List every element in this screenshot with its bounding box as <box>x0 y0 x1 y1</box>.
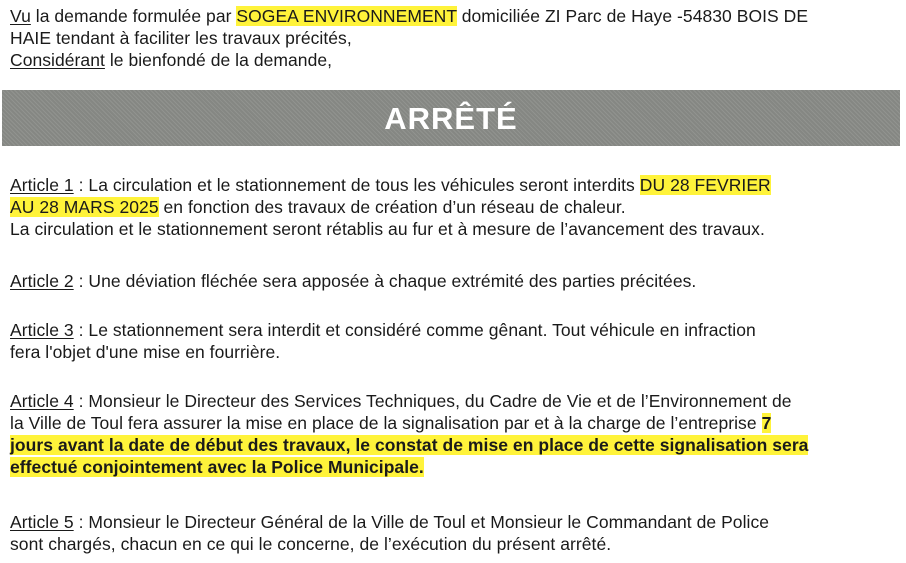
article-4-line-4 <box>10 456 890 478</box>
article-4 <box>10 390 890 478</box>
vu-address: domiciliée ZI Parc de Haye -54830 BOIS DE <box>456 6 809 26</box>
article-3-label: Article 3 <box>10 320 74 340</box>
article-4-highlight-1: 7 <box>761 413 772 433</box>
article-1-label: Article 1 <box>10 175 74 195</box>
article-1-date-start: DU 28 FEVRIER <box>639 175 771 195</box>
article-4-line-3 <box>10 434 890 456</box>
article-2 <box>10 270 890 292</box>
article-1-text: : La circulation et le stationnement de tous les véhicules seront interdits <box>73 175 640 195</box>
article-5-line-1 <box>10 511 890 533</box>
considerant-label: Considérant <box>10 50 105 70</box>
arrete-title: ARRÊTÉ <box>384 101 518 136</box>
article-1-line-1 <box>10 174 890 196</box>
article-4-text: : Monsieur le Directeur des Services Techniques, du Cadre de Vie et de l’Environnement de <box>73 391 792 411</box>
article-4-text-2: la Ville de Toul fera assurer la mise en place de la signalisation par et à la charge de l’entreprise <box>10 413 762 433</box>
vu-label: Vu <box>10 6 31 26</box>
arrete-banner <box>2 90 900 146</box>
article-1-reason: en fonction des travaux de création d’un réseau de chaleur. <box>158 197 626 217</box>
article-4-line-1 <box>10 390 890 412</box>
article-5 <box>10 511 890 555</box>
article-2-text: : Une déviation fléchée sera apposée à chaque extrémité des parties précitées. <box>73 271 697 291</box>
intro-line-2: HAIE tendant à faciliter les travaux précités, <box>10 28 352 48</box>
company-name: SOGEA ENVIRONNEMENT <box>236 6 457 26</box>
article-1 <box>10 174 890 240</box>
article-3-line-1 <box>10 319 890 341</box>
article-4-label: Article 4 <box>10 391 74 411</box>
article-2-label: Article 2 <box>10 271 74 291</box>
article-1-line-3: La circulation et le stationnement seront rétablis au fur et à mesure de l’avancement des travaux. <box>10 219 765 239</box>
intro-paragraph <box>10 5 890 71</box>
article-1-line-2 <box>10 196 890 218</box>
article-5-line-2: sont chargés, chacun en ce qui le concerne, de l’exécution du présent arrêté. <box>10 534 612 554</box>
article-2-line-1 <box>10 270 890 292</box>
article-3-line-2: fera l'objet d'une mise en fourrière. <box>10 342 281 362</box>
article-5-label: Article 5 <box>10 512 74 532</box>
article-1-date-end: AU 28 MARS 2025 <box>10 197 159 217</box>
vu-text: la demande formulée par <box>30 6 237 26</box>
article-3 <box>10 319 890 363</box>
article-4-line-2 <box>10 412 890 434</box>
intro-line-3 <box>10 49 890 71</box>
article-5-text: : Monsieur le Directeur Général de la Ville de Toul et Monsieur le Commandant de Police <box>73 512 770 532</box>
considerant-text: le bienfondé de la demande, <box>104 50 333 70</box>
article-4-highlight-3: effectué conjointement avec la Police Municipale. <box>10 457 424 477</box>
intro-line-1 <box>10 5 890 27</box>
article-3-text: : Le stationnement sera interdit et considéré comme gênant. Tout véhicule en infraction <box>73 320 756 340</box>
article-4-highlight-2: jours avant la date de début des travaux, le constat de mise en place de cette signalisation sera <box>10 435 809 455</box>
